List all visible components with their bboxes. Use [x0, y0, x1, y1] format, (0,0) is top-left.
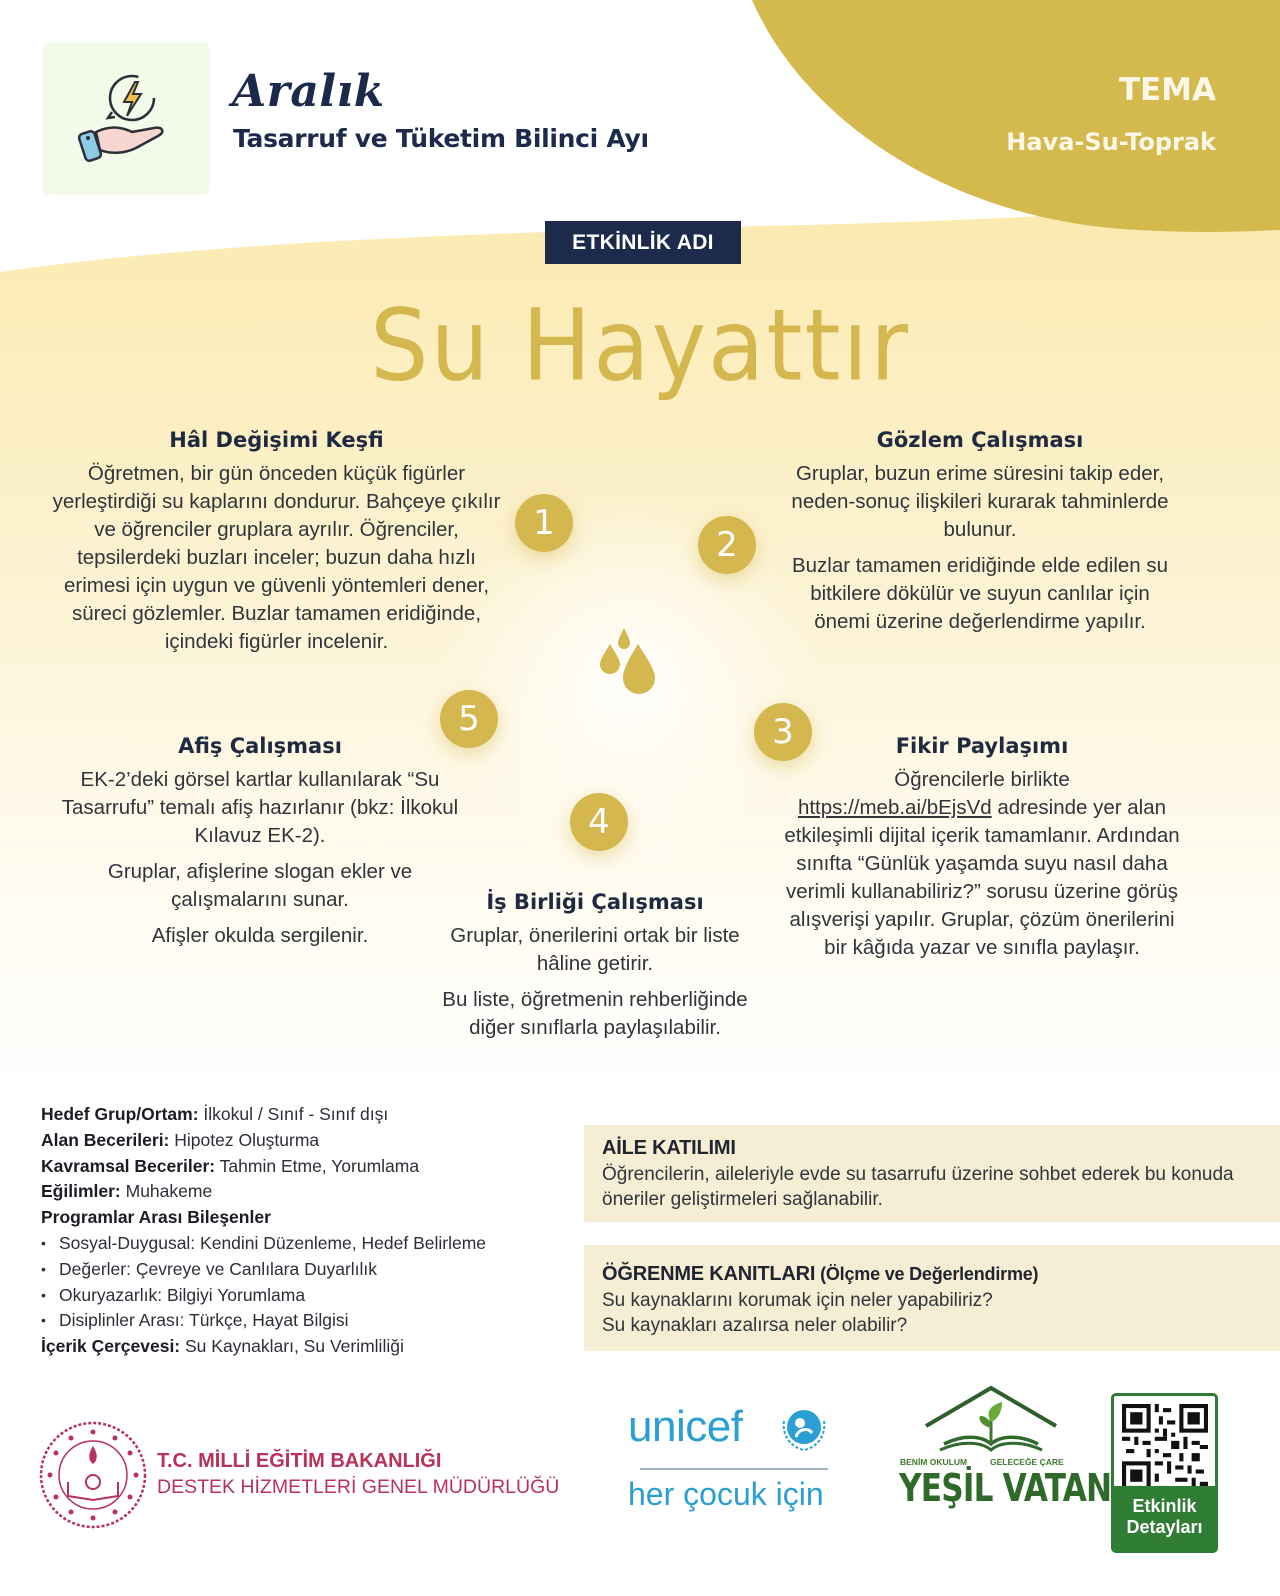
step-3-rest: adresinde yer alan etkileşimli dijital içerik tamamlanır. Ardından sınıfta “Günlük yaşamda suyu nasıl daha verimli kullanabiliriz?” sorusu üzerine görüş alışverişi yapılır. Gruplar, çözüm önerilerini bir kâğıda yazar ve sınıfla paylaşır.	[784, 796, 1180, 959]
evidence-question: Su kaynakları azalırsa neler olabilir?	[602, 1315, 908, 1336]
unicef-divider	[640, 1468, 828, 1470]
step-5-text-1: EK-2’deki görsel kartlar kullanılarak “Su Tasarrufu” temalı afiş hazırlanır (bkz: İlkokul Kılavuz EK-2).	[61, 768, 459, 847]
step-5-block	[50, 734, 470, 958]
info-content: İçerik Çerçevesi: Su Kaynakları, Su Verimliliği	[41, 1336, 404, 1357]
hand-energy-saving-icon	[74, 70, 178, 170]
activity-details-qr-card[interactable]	[1111, 1393, 1218, 1553]
meb-subtitle: DESTEK HİZMETLERİ GENEL MÜDÜRLÜĞÜ	[157, 1476, 560, 1498]
step-4-title: İş Birliği Çalışması	[486, 890, 704, 914]
component-item: • Disiplinler Arası: Türkçe, Hayat Bilgisi	[41, 1308, 581, 1334]
step-2-block	[780, 428, 1180, 644]
step-2-text-2: Buzlar tamamen eridiğinde elde edilen su bitkilere dökülür ve suyun canlılar için önemi üzerine değerlendirme yapılır.	[791, 554, 1169, 633]
theme-value: Hava-Su-Toprak	[1006, 128, 1216, 156]
step-number-2: 2	[698, 516, 756, 574]
step-1-block	[44, 428, 509, 664]
component-item: • Okuryazarlık: Bilgiyi Yorumlama	[41, 1283, 581, 1309]
activity-name-badge: ETKİNLİK ADI	[545, 221, 741, 264]
family-participation-card	[584, 1125, 1280, 1222]
info-concept-skills: Kavramsal Beceriler: Tahmin Etme, Yorumlama	[41, 1155, 420, 1176]
yesil-vatan-right-caption: GELECEĞE ÇARE	[990, 1457, 1064, 1467]
step-3-block	[778, 734, 1186, 970]
step-number-1: 1	[515, 494, 573, 552]
meb-emblem-icon	[38, 1420, 148, 1530]
component-item: • Değerler: Çevreye ve Canlılara Duyarlılık	[41, 1257, 581, 1283]
evidence-title: ÖĞRENME KANITLARI (Ölçme ve Değerlendirme)	[602, 1263, 1039, 1285]
yesil-vatan-house-book-icon	[916, 1384, 1066, 1456]
step-number-4: 4	[570, 793, 628, 851]
step-3-text	[778, 766, 1186, 962]
step-1-title: Hâl Değişimi Keşfi	[169, 428, 384, 452]
gold-corner-shape	[752, 0, 1280, 232]
activity-link[interactable]: https://meb.ai/bEjsVd	[797, 796, 992, 819]
step-5-text-2: Gruplar, afişlerine slogan ekler ve çalışmalarını sunar.	[107, 860, 413, 911]
evidence-question: Su kaynaklarını korumak için neler yapabiliriz?	[602, 1290, 993, 1311]
unicef-tagline: her çocuk için	[628, 1476, 824, 1512]
info-target: Hedef Grup/Ortam: İlkokul / Sınıf - Sınıf dışı	[41, 1104, 389, 1124]
month-title: Aralık	[232, 66, 385, 117]
step-number-5: 5	[440, 690, 498, 748]
step-3-intro: Öğrencilerle birlikte	[894, 768, 1070, 791]
step-number-3: 3	[754, 703, 812, 761]
component-item: • Sosyal-Duygusal: Kendini Düzenleme, Hedef Belirleme	[41, 1231, 581, 1257]
step-5-text-3: Afişler okulda sergilenir.	[151, 924, 369, 947]
step-4-text-1: Gruplar, önerilerini ortak bir liste hâline getirir.	[450, 924, 740, 975]
unicef-wordmark: unicef	[628, 1402, 743, 1451]
yesil-vatan-left-caption: BENİM OKULUM	[900, 1457, 968, 1467]
info-field-skills: Alan Becerileri: Hipotez Oluşturma	[41, 1129, 320, 1150]
learning-evidence-card	[584, 1245, 1280, 1351]
info-components-heading: Programlar Arası Bileşenler	[41, 1207, 271, 1228]
month-theme: Tasarruf ve Tüketim Bilinci Ayı	[233, 124, 649, 153]
theme-label: TEMA	[1118, 72, 1216, 108]
activity-info-list	[41, 1102, 581, 1360]
qr-label: Etkinlik Detayları	[1114, 1486, 1215, 1550]
month-icon-box	[42, 42, 210, 195]
water-drops-icon	[600, 628, 660, 698]
family-title: AİLE KATILIMI	[602, 1137, 736, 1159]
step-3-title: Fikir Paylaşımı	[895, 734, 1069, 758]
step-2-text-1: Gruplar, buzun erime süresini takip eder, neden-sonuç ilişkileri kurarak tahminlerde bulunur.	[791, 462, 1169, 541]
qr-code-icon	[1122, 1404, 1208, 1490]
step-4-block	[430, 890, 760, 1050]
step-2-title: Gözlem Çalışması	[876, 428, 1084, 452]
meb-title: T.C. MİLLİ EĞİTİM BAKANLIĞI	[157, 1450, 442, 1472]
yesil-vatan-title: YEŞİL VATAN	[899, 1466, 1112, 1510]
info-tendencies: Eğilimler: Muhakeme	[41, 1181, 213, 1202]
activity-title: Su Hayattır	[370, 287, 910, 404]
step-5-title: Afiş Çalışması	[178, 734, 342, 758]
family-text: Öğrencilerin, aileleriyle evde su tasarrufu üzerine sohbet ederek bu konuda öneriler geliştirmeleri sağlanabilir.	[602, 1164, 1234, 1210]
step-4-text-2: Bu liste, öğretmenin rehberliğinde diğer sınıflarla paylaşılabilir.	[442, 988, 748, 1039]
step-1-text: Öğretmen, bir gün önceden küçük figürler yerleştirdiği su kaplarını dondurur. Bahçeye çıkılır ve öğrenciler gruplara ayrılır. Öğrenciler, tepsilerdeki buzları inceler; buzun daha hızlı erimesi için uygun ve güvenli yöntemleri dener, süreci gözlemler. Buzlar tamamen eridiğinde, içindeki figürler incelenir.	[52, 462, 501, 653]
unicef-emblem-icon	[778, 1403, 830, 1455]
